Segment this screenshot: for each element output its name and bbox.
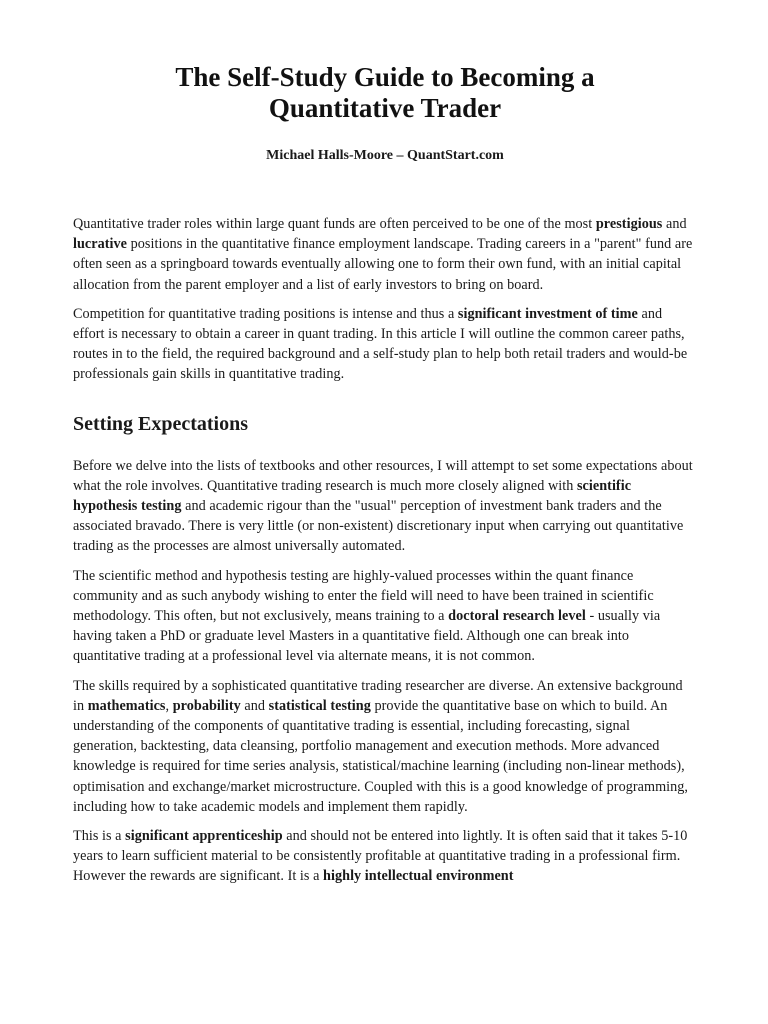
- text-run: and academic rigour than the "usual" perception of investment bank traders and the associated bravado. There is very little (or non-existent) discretionary input when carrying out quantitative trading as the processes are almost universally automated.: [73, 498, 684, 555]
- text-run: and: [240, 697, 269, 714]
- bold-text: highly intellectual environment: [323, 868, 514, 885]
- text-run: and effort is necessary to obtain a career in quant trading. In this article I will outline the common career paths, routes in to the field, the required background and a self-study plan to help both retail traders and would-be professionals gain skills in quantitative trading.: [73, 305, 688, 383]
- paragraph: [73, 214, 697, 295]
- text-run: Competition for quantitative trading positions is intense and thus a: [73, 305, 458, 322]
- title-line-2: Quantitative Trader: [268, 93, 502, 123]
- author-line: Michael Halls-Moore – QuantStart.com: [266, 148, 504, 163]
- bold-text: scientific hypothesis testing: [73, 477, 632, 515]
- text-run: positions in the quantitative finance employment landscape. Trading careers in a "parent" fund are often seen as a springboard towards eventually allowing one to form their own fund, with an initial capital allocation from the parent employer and a list of early investors to bring on board.: [73, 236, 693, 293]
- text-run: Before we delve into the lists of textbooks and other resources, I will attempt to set some expectations about what the role involves. Quantitative trading research is much more closely aligned with: [73, 457, 693, 494]
- paragraph: [73, 456, 697, 557]
- text-run: provide the quantitative base on which to build. An understanding of the components of quantitative trading is essential, including forecasting, signal generation, backtesting, data cleansing, portfolio management and execution methods. More advanced knowledge is required for time series analysis, statistical/machine learning (including non-linear methods), optimisation and exchange/market microstructure. Coupled with this is a good knowledge of programming, including how to take academic models and implement them rapidly.: [73, 697, 689, 815]
- bold-text: statistical testing: [268, 697, 371, 714]
- text-run: - usually via having taken a PhD or graduate level Masters in a quantitative field. Although one can break into quantitative trading at a professional level via alternate means, it is not common.: [73, 608, 661, 665]
- paragraph: [73, 676, 697, 817]
- bold-text: lucrative: [73, 236, 128, 253]
- section-heading: Setting Expectations: [73, 412, 248, 435]
- section-body: [73, 456, 697, 887]
- text-run: Quantitative trader roles within large quant funds are often perceived to be one of the most: [73, 216, 596, 232]
- title-line-1: The Self-Study Guide to Becoming a: [175, 62, 595, 92]
- text-run: This is a: [73, 828, 126, 845]
- bold-text: prestigious: [595, 216, 663, 232]
- bold-text: probability: [172, 697, 241, 714]
- bold-text: mathematics: [87, 697, 166, 714]
- paragraph: [73, 826, 697, 887]
- text-run: The scientific method and hypothesis testing are highly-valued processes within the quant finance community and as such anybody wishing to enter the field will need to have been trained in scientific methodology. This often, but not exclusively, means training to a: [73, 567, 654, 625]
- text-run: The skills required by a sophisticated quantitative trading researcher are diverse. An extensive background in: [73, 677, 683, 714]
- bold-text: significant investment of time: [457, 305, 638, 322]
- paragraph: [73, 566, 697, 667]
- bold-text: significant apprenticeship: [125, 828, 283, 845]
- text-run: and should not be entered into lightly. It is often said that it takes 5-10 years to learn sufficient material to be consistently profitable at quantitative trading in a professional firm. However the rewards are significant. It is a: [73, 828, 688, 885]
- bold-text: doctoral research level: [448, 608, 586, 625]
- document-title: [73, 62, 697, 124]
- document-page: [73, 62, 697, 896]
- intro-section: [73, 214, 697, 385]
- paragraph: [73, 304, 697, 385]
- text-run: ,: [165, 697, 173, 714]
- text-run: and: [662, 216, 687, 232]
